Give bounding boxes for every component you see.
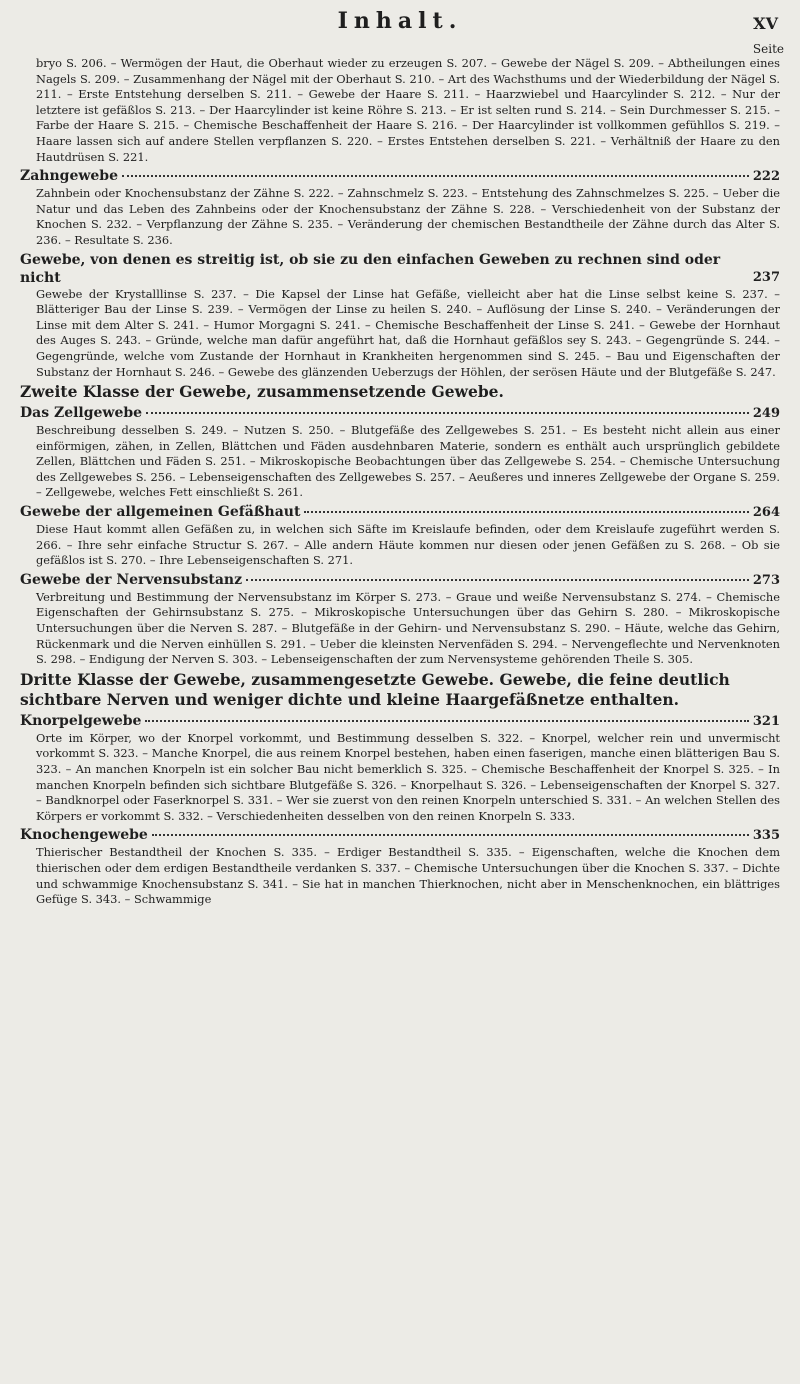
toc-entry-text: Zahnbein oder Knochensubstanz der Zähne S. 222. – Zahnschmelz S. 223. – Entstehung des Zahnschmelzes S. 225. – Ueber die Natur und das Leben des Zahnbeins oder der Knochensubstanz der Zähne S. 228. – Verschiedenheit von der Substanz der Knochen S. 232. – Verpflanzung der Zähne S. 235. – Veränderung der chemischen Bestandtheile der Zähne durch das Alter S. 236. – Resultate S. 236. xyxy=(36,186,780,247)
toc-heading xyxy=(20,571,780,590)
toc-heading xyxy=(20,826,780,845)
toc-heading-title: Knochengewebe xyxy=(20,827,148,844)
dot-leader xyxy=(152,834,749,836)
toc-entry-text: Verbreitung und Bestimmung der Nervensubstanz im Körper S. 273. – Graue und weiße Nervensubstanz S. 274. – Chemische Eigenschaften der Gehirnsubstanz S. 275. – Mikroskopische Untersuchungen über das Gehirn S. 280. – Mikroskopische Untersuchungen über die Nerven S. 287. – Blutgefäße in der Gehirn- und Nervensubstanz S. 290. – Häute, welche das Gehirn, Rückenmark und die Nerven einhüllen S. 291. – Ueber die kleinsten Nervenfäden S. 294. – Nervengeflechte und Nervenknoten S. 298. – Endigung der Nerven S. 303. – Lebenseigenschaften der zum Nervensysteme gehörenden Theile S. 305. xyxy=(36,589,780,667)
class-heading: Zweite Klasse der Gewebe, zusammensetzende Gewebe. xyxy=(20,382,504,402)
dot-leader xyxy=(246,579,749,581)
toc-heading-title: Gewebe, von denen es streitig ist, ob sie zu den einfachen Geweben zu rechnen sind oder nicht xyxy=(20,251,721,286)
class-heading: Dritte Klasse der Gewebe, zusammengesetzte Gewebe. Gewebe, die feine deutlich sichtbare Nerven und weniger dichte und kleine Haargefäßnetze enthalten. xyxy=(20,669,730,709)
toc-heading xyxy=(20,251,780,287)
toc-page-number: 273 xyxy=(752,572,780,588)
toc-page-number: 264 xyxy=(752,505,780,521)
toc-entry-text: Orte im Körper, wo der Knorpel vorkommt, und Bestimmung desselben S. 322. – Knorpel, welcher rein und unvermischt vorkommt S. 323. – Manche Knorpel, die aus reinem Knorpel bestehen, haben einen faserigen, manche einen blätterigen Bau S. 323. – An manchen Knorpeln ist ein solcher Bau nicht bemerklich S. 325. – Chemische Beschaffenheit der Knorpel S. 325. – In manchen Knorpeln befinden sich sichtbare Blutgefäße S. 326. – Knorpelhaut S. 326. – Lebenseigenschaften der Knorpel S. 327. – Bandknorpel oder Faserknorpel S. 331. – Wer sie zuerst von den reinen Knorpeln unterschied S. 331. – An welchen Stellen des Körpers er vorkommt S. 332. – Verschiedenheiten desselben von den reinen Knorpeln S. 333. xyxy=(36,730,780,823)
toc-heading-title: Gewebe der allgemeinen Gefäßhaut xyxy=(20,504,301,521)
page-header xyxy=(0,6,800,40)
toc-page-number: 249 xyxy=(752,406,780,422)
toc-heading-title: Knorpelgewebe xyxy=(20,712,142,729)
dot-leader xyxy=(122,175,749,177)
dot-leader xyxy=(304,511,748,513)
toc-page-number: 321 xyxy=(752,713,780,729)
dot-leader xyxy=(145,720,748,722)
toc-entry-text: Beschreibung desselben S. 249. – Nutzen S. 250. – Blutgefäße des Zellgewebes S. 251. – Es besteht nicht allein aus einer einförmigen, zähen, in Zellen, Blättchen und Fäden ausdehnbaren Materie, sondern es enthält auch ursprünglich gebildete Zellen, Blättchen und Fäden S. 251. – Mikroskopische Beobachtungen über das Zellgewebe S. 254. – Chemische Untersuchung des Zellgewebes S. 256. – Lebenseigenschaften des Zellgewebes S. 257. – Aeußeres und inneres Zellgewebe der Organe S. 259. – Zellgewebe, welches Fett einschließt S. 261. xyxy=(36,423,780,500)
toc-entry-text: Thierischer Bestandtheil der Knochen S. 335. – Erdiger Bestandtheil S. 335. – Eigenschaften, welche die Knochen dem thierischen oder dem erdigen Bestandtheile verdanken S. 337. – Chemische Untersuchungen über die Knochen S. 337. – Dichte und schwammige Knochensubstanz S. 341. – Sie hat in manchen Thierknochen, nicht aber in Menschenknochen, ein blättriges Gefüge S. 343. – Schwammige xyxy=(36,845,780,907)
toc-entry-text: Diese Haut kommt allen Gefäßen zu, in welchen sich Säfte im Kreislaufe befinden, oder dem Kreislaufe zugeführt werden S. 266. – Ihre sehr einfache Structur S. 267. – Alle andern Häute kommen nur diesen oder jenen Gefäßen zu S. 268. – Ob sie gefäßlos ist S. 270. – Ihre Lebenseigenschaften S. 271. xyxy=(36,522,780,568)
toc-heading xyxy=(20,167,780,186)
dot-leader xyxy=(146,412,749,414)
toc-heading-title: Gewebe der Nervensubstanz xyxy=(20,571,243,588)
toc-heading-title: Das Zellgewebe xyxy=(20,405,143,422)
page-title: Inhalt. xyxy=(337,8,463,34)
toc-entry-text: Gewebe der Krystalllinse S. 237. – Die Kapsel der Linse hat Gefäße, vielleicht aber hat die Linse selbst keine S. 237. – Blätteriger Bau der Linse S. 239. – Vermögen der Linse zu heilen S. 240. – Auflösung der Linse S. 240. – Veränderungen der Linse mit dem Alter S. 241. – Humor Morgagni S. 241. – Chemische Beschaffenheit der Linse S. 241. – Gewebe der Hornhaut des Auges S. 243. – Gründe, welche man dafür angeführt hat, daß die Hornhaut gefäßlos sey S. 243. – Gegengründe S. 244. – Gegengründe, welche vom Zustande der Hornhaut in Krankheiten hergenommen sind S. 245. – Bau und Eigenschaften der Substanz der Hornhaut S. 246. – Gewebe des glänzenden Ueberzugs der Höhlen, der serösen Häute und der Blutgefäße S. 247. xyxy=(36,286,780,379)
toc-page-number: 222 xyxy=(752,169,780,185)
toc-page-number: 237 xyxy=(752,269,780,285)
seite-label: Seite xyxy=(752,42,784,56)
toc-entry-text: bryo S. 206. – Wermögen der Haut, die Oberhaut wieder zu erzeugen S. 207. – Gewebe der Nägel S. 209. – Abtheilungen eines Nagels S. 209. – Zusammenhang der Nägel mit der Oberhaut S. 210. – Art des Wachsthums und der Wiederbildung der Nägel S. 211. – Erste Entstehung derselben S. 211. – Gewebe der Haare S. 211. – Haarzwiebel und Haarcylinder S. 212. – Nur der letztere ist gefäßlos S. 213. – Der Haarcylinder ist keine Röhre S. 213. – Er ist selten rund S. 214. – Sein Durchmesser S. 215. – Farbe der Haare S. 215. – Chemische Beschaffenheit der Haare S. 216. – Der Haarcylinder ist vollkommen gefühllos S. 219. – Haare lassen sich auf andere Stellen verpflanzen S. 220. – Erstes Entstehen derselben S. 221. – Verhältniß der Haare zu den Hautdrüsen S. 221. xyxy=(36,56,780,164)
page-number: XV xyxy=(753,14,778,33)
toc-heading xyxy=(20,404,780,423)
toc-heading xyxy=(20,712,780,731)
toc-heading xyxy=(20,503,780,522)
table-of-contents xyxy=(20,56,780,908)
toc-page-number: 335 xyxy=(752,828,780,844)
toc-heading-title: Zahngewebe xyxy=(20,168,118,185)
